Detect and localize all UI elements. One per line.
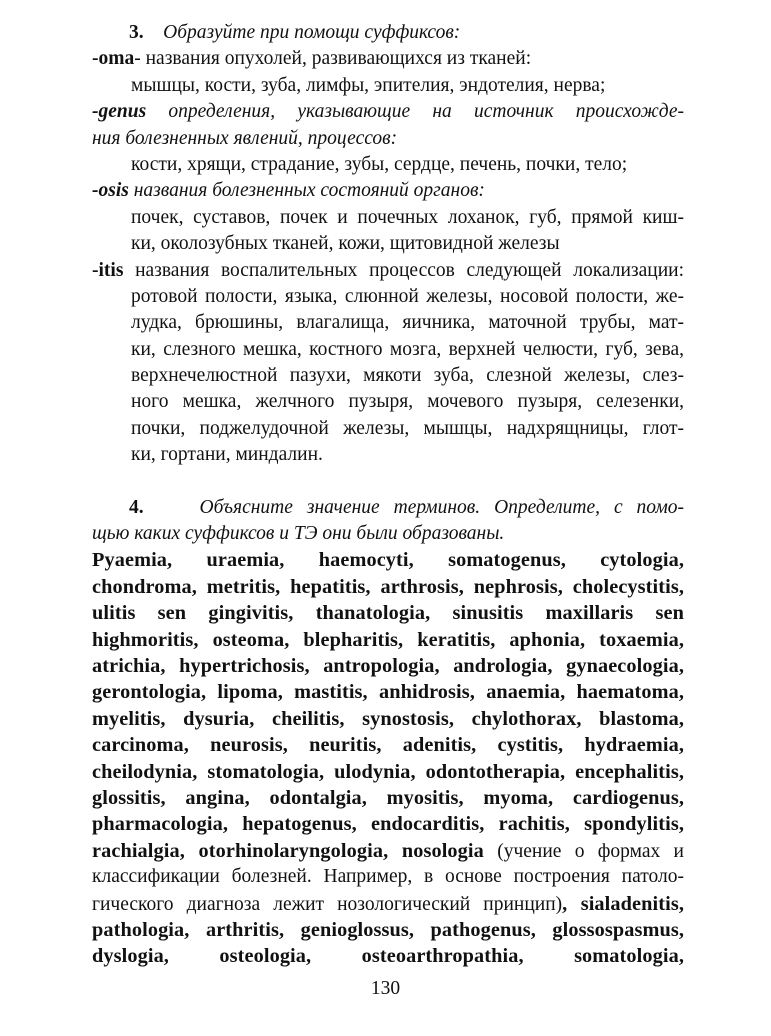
suffix-genus: -genus <box>92 101 147 123</box>
term-line: dyslogia, osteologia, osteoarthropathia, somatologia, <box>92 945 684 968</box>
term-line: pathologia, arthritis, genioglossus, pathogenus, glossospasmus, <box>92 918 684 941</box>
example-line: ки, околозубных тканей, кожи, щитовидной железы <box>131 233 560 255</box>
exercise-4-heading <box>92 495 684 521</box>
exercise-3-heading <box>92 20 684 46</box>
suffix-itis: -itis <box>92 259 124 281</box>
term-line-mixed <box>92 891 684 917</box>
exercise-title: Образуйте при помощи суффиксов: <box>163 22 461 43</box>
term-line: atrichia, hypertrichosis, antropologia, andrologia, gynaecologia, <box>92 654 684 677</box>
exercise-number: 3. <box>129 22 144 43</box>
example-line: почек, суставов, почек и почечных лоханок, губ, прямой киш- <box>131 206 684 228</box>
term-run: , sialadenitis, <box>562 892 684 915</box>
example-line: ки, гортани, миндалин. <box>131 444 323 466</box>
term-line: carcinoma, neurosis, neuritis, adenitis, cystitis, hydraemia, <box>92 734 684 757</box>
suffix-line-osis <box>92 178 684 204</box>
term-line: gerontologia, lipoma, mastitis, anhidrosis, anaemia, haematoma, <box>92 681 684 704</box>
term-line: Pyaemia, uraemia, haemocyti, somatogenus, cytologia, <box>92 549 684 572</box>
note-run: (учение о формах и <box>483 840 684 862</box>
suffix-genus-desc: определения, указывающие на источник происхожде- <box>146 101 684 123</box>
example-line: лудка, брюшины, влагалища, яичника, маточной трубы, мат- <box>131 312 684 334</box>
note-line: классификации болезней. Например, в основе построения патоло- <box>92 866 684 888</box>
term-line: cheilodynia, stomatologia, ulodynia, odontotherapia, encephalitis, <box>92 760 684 783</box>
exercise-title-cont: щью каких суффиксов и ТЭ они были образованы. <box>92 523 505 545</box>
suffix-line-oma <box>92 46 684 72</box>
paragraph-gap <box>92 469 684 495</box>
suffix-genus-desc-cont: ния болезненных явлений, процессов: <box>92 127 398 149</box>
example-line: мышцы, кости, зуба, лимфы, эпителия, эндотелия, нерва; <box>131 74 606 96</box>
term-line: highmoritis, osteoma, blepharitis, keratitis, aphonia, toxaemia, <box>92 628 684 651</box>
term-line: pharmacologia, hepatogenus, endocarditis, rachitis, spondylitis, <box>92 813 684 836</box>
term-line: myelitis, dysuria, cheilitis, synostosis, chylothorax, blastoma, <box>92 707 684 730</box>
exercise-title: Объясните значение терминов. Определите, с помо- <box>199 496 685 518</box>
page-number: 130 <box>370 978 401 999</box>
suffix-oma-desc: - названия опухолей, развивающихся из тканей: <box>134 48 532 70</box>
example-line: ки, слезного мешка, костного мозга, верхней челюсти, губ, зева, <box>131 338 684 360</box>
term-run: rachialgia, otorhinolaryngologia, nosologia <box>92 839 484 862</box>
term-line: chondroma, metritis, hepatitis, arthrosis, nephrosis, cholecystitis, <box>92 575 684 598</box>
example-line: почки, поджелудочной железы, мышцы, надхрящницы, глот- <box>131 417 684 439</box>
suffix-itis-desc: названия воспалительных процессов следующей локализации: <box>123 259 684 281</box>
term-line: glossitis, angina, odontalgia, myositis, myoma, cardiogenus, <box>92 786 684 809</box>
suffix-line-genus <box>92 99 684 125</box>
exercise-number: 4. <box>129 496 144 518</box>
term-line: ulitis sen gingivitis, thanatologia, sinusitis maxillaris sen <box>92 602 684 625</box>
example-line: верхнечелюстной пазухи, мякоти зуба, слезной железы, слез- <box>131 365 684 387</box>
suffix-osis: -osis <box>92 180 129 202</box>
suffix-oma: -oma <box>92 48 135 70</box>
example-line: ного мешка, желчного пузыря, мочевого пузыря, селезенки, <box>131 391 684 413</box>
suffix-osis-desc: названия болезненных состояний органов: <box>128 180 485 202</box>
document-page <box>92 20 684 970</box>
note-run: гического диагноза лежит нозологический принцип) <box>92 893 563 915</box>
term-line-mixed <box>92 838 684 864</box>
example-line: ротовой полости, языка, слюнной железы, носовой полости, же- <box>131 285 684 307</box>
example-line: кости, хрящи, страдание, зубы, сердце, печень, почки, тело; <box>131 153 628 175</box>
suffix-line-itis <box>92 258 684 284</box>
